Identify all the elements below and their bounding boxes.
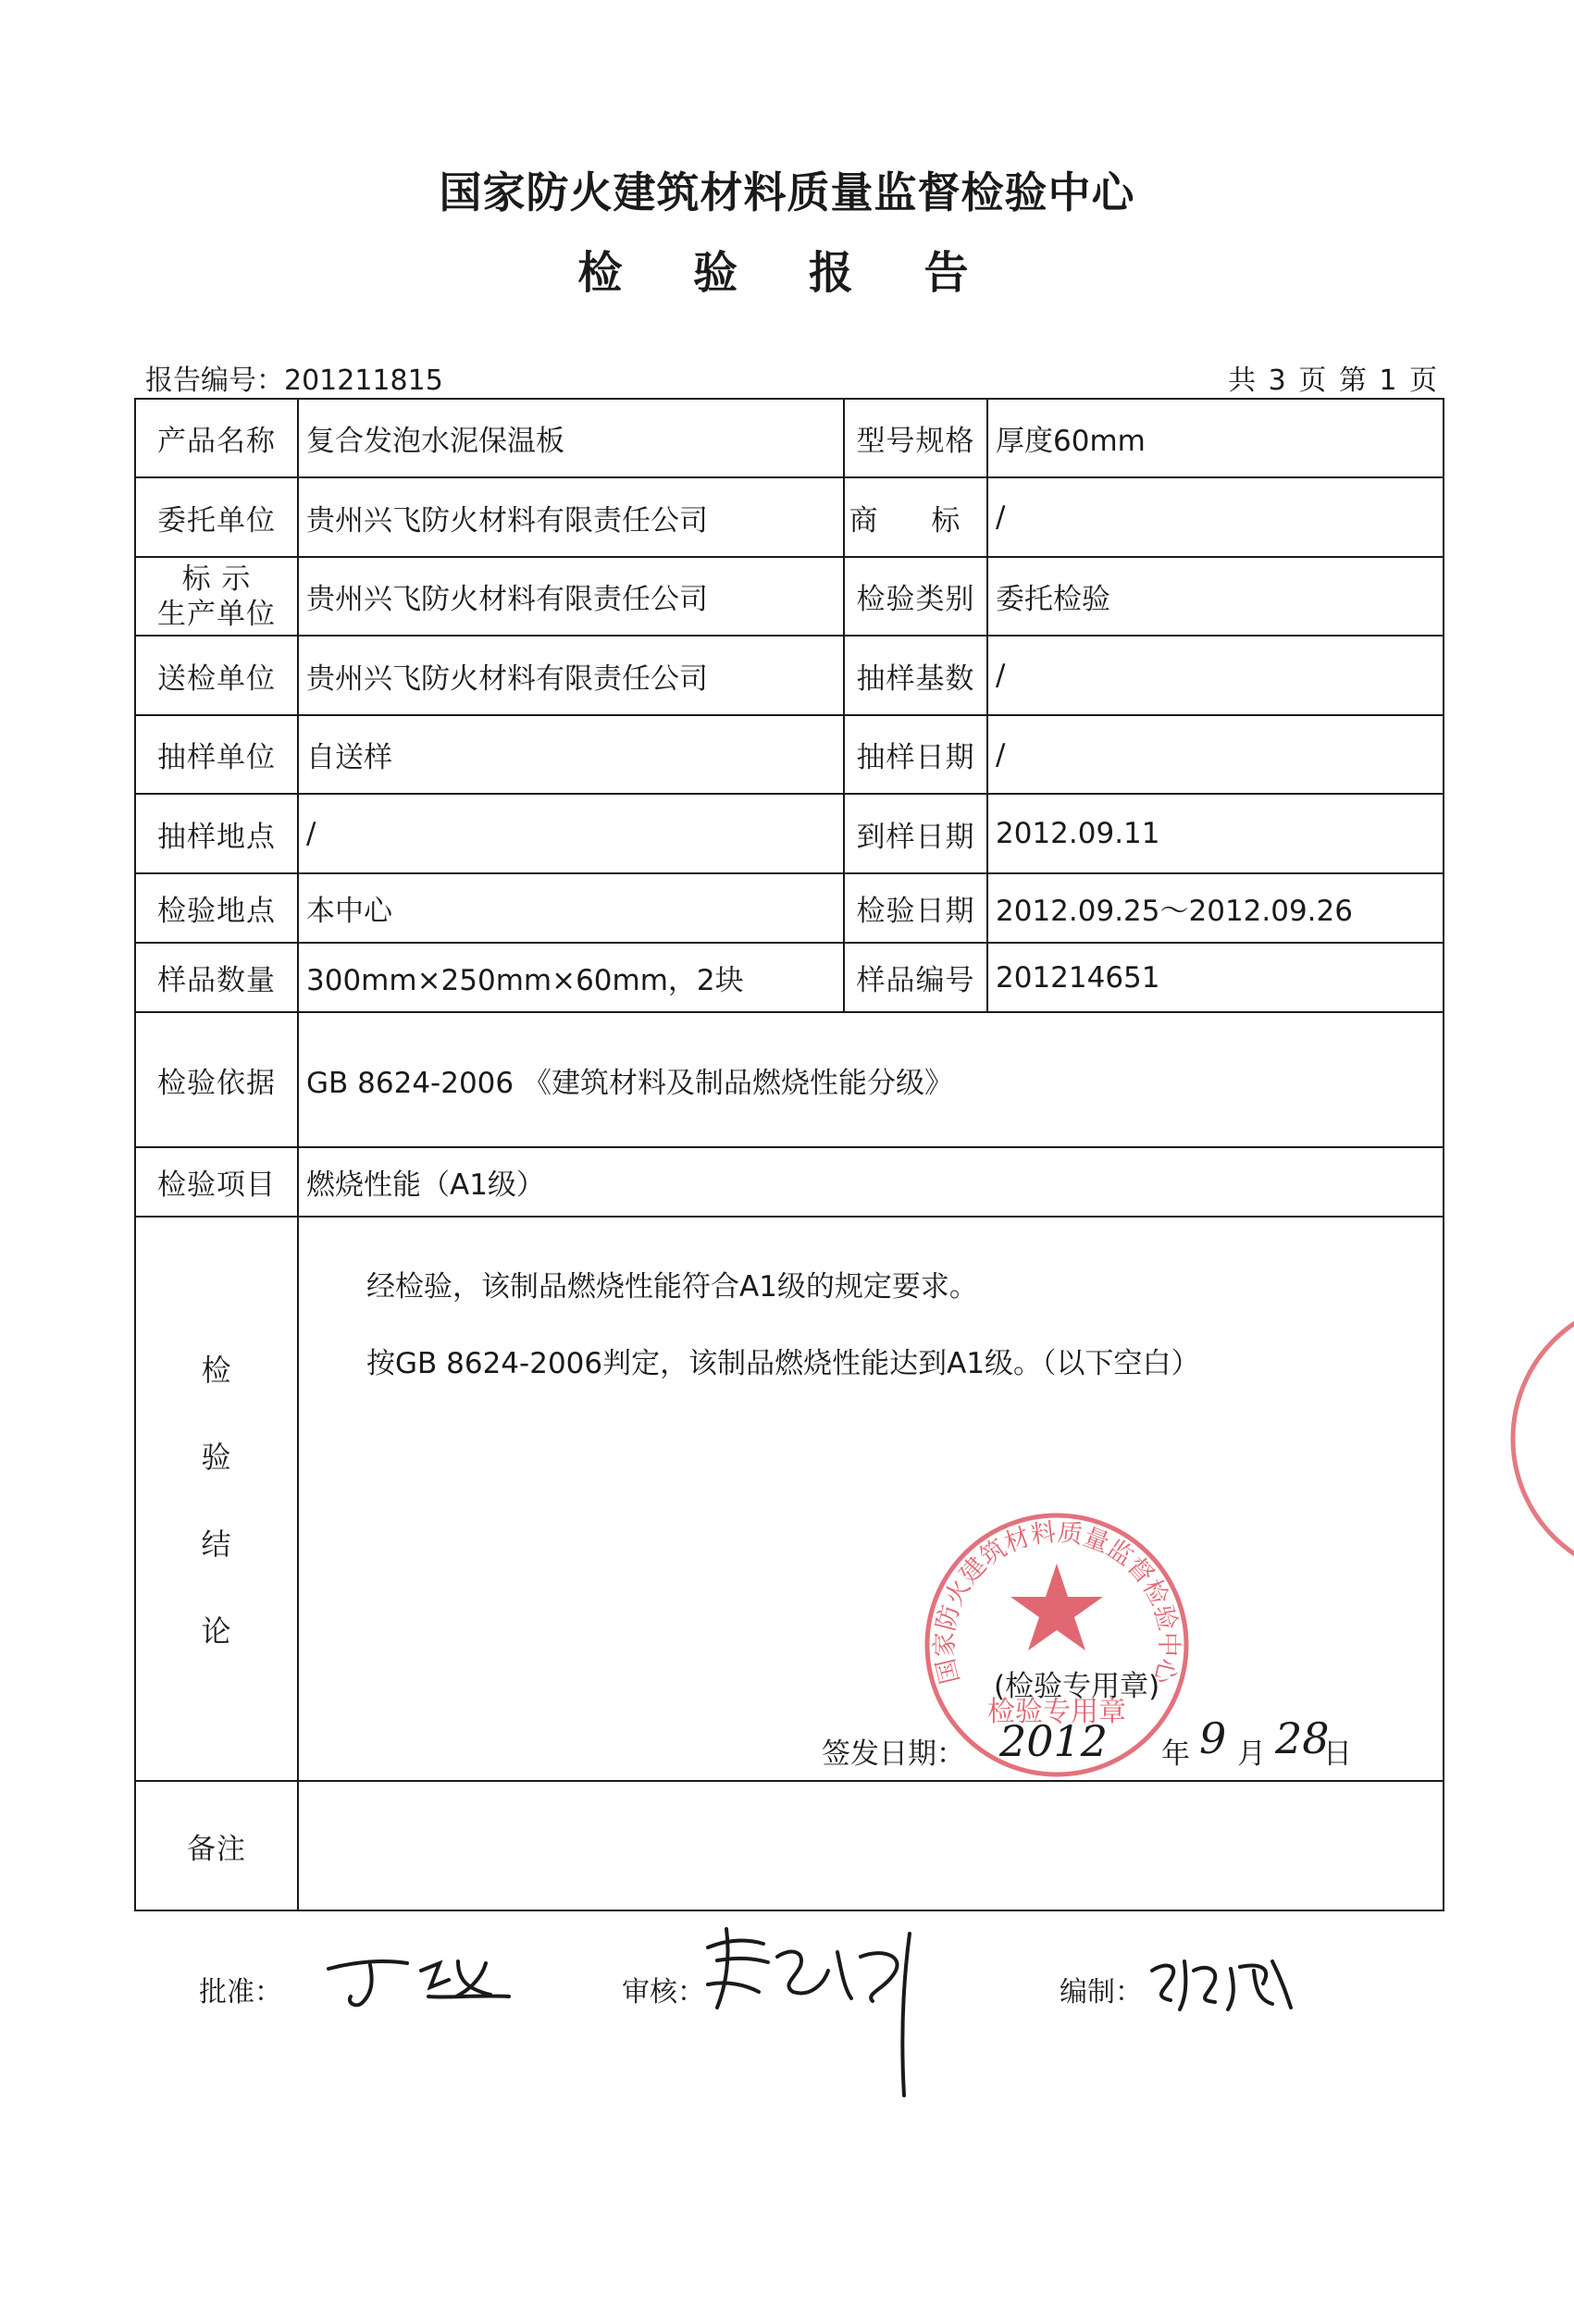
label-conclusion	[135, 1217, 298, 1781]
form-row-test-place	[135, 873, 1444, 943]
edge-seal-fragment	[1499, 1277, 1574, 1601]
issue-year-suffix: 年	[1161, 1737, 1190, 1771]
value-sample-no: 201214651	[987, 943, 1444, 1012]
label-manufacturer-line1: 标 示	[181, 562, 252, 596]
issue-year: 2012	[999, 1716, 1109, 1766]
form-row-test-basis	[135, 1012, 1444, 1147]
conclusion-line-2: 按GB 8624-2006判定，该制品燃烧性能达到A1级。（以下空白）	[366, 1347, 1200, 1380]
form-row-sample-qty	[135, 943, 1444, 1012]
value-test-basis: GB 8624-2006 《建筑材料及制品燃烧性能分级》	[298, 1012, 1444, 1147]
issue-month: 9	[1199, 1713, 1227, 1763]
label-sampling-place: 抽样地点	[135, 794, 298, 873]
conclusion-char-1: 检	[201, 1353, 232, 1388]
form-row-manufacturer	[135, 557, 1444, 636]
form-row-submitter	[135, 636, 1444, 715]
value-remarks	[298, 1781, 1444, 1910]
label-client: 委托单位	[135, 477, 298, 557]
value-sampling-place: /	[298, 794, 844, 873]
label-test-place: 检验地点	[135, 873, 298, 943]
seal-star-icon	[1010, 1564, 1103, 1650]
value-test-category: 委托检验	[987, 557, 1444, 636]
page-indicator: 共 3 页 第 1 页	[1228, 365, 1439, 397]
value-sampling-date: /	[987, 715, 1444, 794]
value-test-item: 燃烧性能（A1级）	[298, 1147, 1444, 1217]
label-sampling-date: 抽样日期	[844, 715, 987, 794]
compiler-signature	[1143, 1943, 1300, 2017]
review-label: 审核：	[622, 1976, 705, 2009]
approve-label: 批准：	[199, 1976, 282, 2009]
report-form-table	[134, 398, 1444, 1911]
value-manufacturer: 贵州兴飞防火材料有限责任公司	[298, 557, 844, 636]
conclusion-char-2: 验	[201, 1440, 232, 1475]
value-trademark: /	[987, 477, 1444, 557]
form-row-product-name	[135, 399, 1444, 477]
conclusion-line-1: 经检验，该制品燃烧性能符合A1级的规定要求。	[366, 1270, 978, 1304]
label-sampling-base: 抽样基数	[844, 636, 987, 715]
label-manufacturer	[135, 557, 298, 636]
report-number: 报告编号：201211815	[145, 365, 443, 397]
conclusion-char-4: 论	[201, 1613, 232, 1649]
value-product-name: 复合发泡水泥保温板	[298, 399, 844, 477]
label-remarks: 备注	[135, 1781, 298, 1910]
form-row-client	[135, 477, 1444, 557]
label-sample-no: 样品编号	[844, 943, 987, 1012]
label-test-date: 检验日期	[844, 873, 987, 943]
label-sample-qty: 样品数量	[135, 943, 298, 1012]
value-model-spec: 厚度60mm	[987, 399, 1444, 477]
seal-note: (检验专用章)	[994, 1670, 1160, 1703]
org-title: 国家防火建筑材料质量监督检验中心	[439, 167, 1135, 217]
label-test-item: 检验项目	[135, 1147, 298, 1217]
form-row-test-item	[135, 1147, 1444, 1217]
conclusion-char-3: 结	[201, 1527, 232, 1562]
issue-date-label: 签发日期：	[822, 1737, 965, 1771]
issue-day-suffix: 日	[1323, 1737, 1352, 1771]
label-sampling-unit: 抽样单位	[135, 715, 298, 794]
seal-ring-text: 国家防火建筑材料质量监督检验中心	[930, 1518, 1184, 1687]
value-client: 贵州兴飞防火材料有限责任公司	[298, 477, 844, 557]
value-sampling-base: /	[987, 636, 1444, 715]
label-test-category: 检验类别	[844, 557, 987, 636]
compile-label: 编制：	[1060, 1976, 1143, 2009]
seal-bottom-text: 检验专用章	[987, 1696, 1126, 1728]
form-row-remarks	[135, 1781, 1444, 1910]
value-sample-qty: 300mm×250mm×60mm，2块	[298, 943, 844, 1012]
label-trademark: 商 标	[844, 477, 987, 557]
label-manufacturer-line2: 生产单位	[157, 597, 276, 631]
conclusion-label-stack	[140, 1347, 293, 1650]
value-submitter: 贵州兴飞防火材料有限责任公司	[298, 636, 844, 715]
value-sampling-unit: 自送样	[298, 715, 844, 794]
value-arrival-date: 2012.09.11	[987, 794, 1444, 873]
label-submitter: 送检单位	[135, 636, 298, 715]
label-model-spec: 型号规格	[844, 399, 987, 477]
value-test-date: 2012.09.25～2012.09.26	[987, 873, 1444, 943]
label-arrival-date: 到样日期	[844, 794, 987, 873]
doc-title: 检 验 报 告	[577, 247, 997, 299]
approver-signature	[319, 1943, 523, 2017]
form-row-sampling-place	[135, 794, 1444, 873]
issue-day: 28	[1275, 1713, 1330, 1763]
label-test-basis: 检验依据	[135, 1012, 298, 1147]
issue-month-suffix: 月	[1237, 1737, 1266, 1771]
reviewer-signature	[689, 1920, 939, 2123]
form-row-sampling-unit	[135, 715, 1444, 794]
label-product-name: 产品名称	[135, 399, 298, 477]
value-test-place: 本中心	[298, 873, 844, 943]
